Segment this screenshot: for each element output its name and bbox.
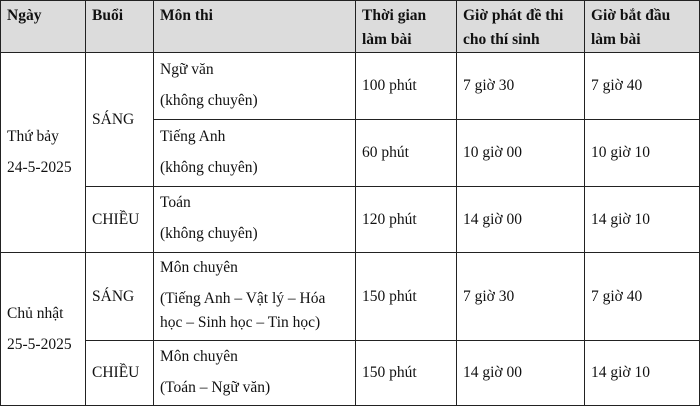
header-distribute-time: Giờ phát đề thi cho thí sinh (457, 1, 585, 53)
duration-cell: 120 phút (356, 187, 457, 253)
subject-cell (154, 341, 356, 406)
day-date: 24-5-2025 (7, 159, 72, 177)
duration-cell: 150 phút (356, 253, 457, 341)
subject-cell (154, 120, 356, 187)
day-name: Chủ nhật (7, 304, 64, 322)
session-cell: SÁNG (86, 253, 154, 341)
session-cell: SÁNG (86, 53, 154, 187)
subject-cell (154, 53, 356, 120)
header-day: Ngày (1, 1, 86, 53)
subject-name: Ngữ văn (160, 60, 214, 78)
distribute-time-cell: 7 giờ 30 (457, 253, 585, 341)
table-row (1, 341, 700, 406)
distribute-time-cell: 14 giờ 00 (457, 187, 585, 253)
header-row (1, 1, 700, 53)
start-time-cell: 7 giờ 40 (585, 53, 700, 120)
table-row (1, 187, 700, 253)
duration-cell: 150 phút (356, 341, 457, 406)
distribute-time-cell: 10 giờ 00 (457, 120, 585, 187)
table-row (1, 53, 700, 120)
subject-cell (154, 187, 356, 253)
session-cell: CHIỀU (86, 187, 154, 253)
subject-name: Tiếng Anh (160, 127, 226, 145)
start-time-cell: 14 giờ 10 (585, 187, 700, 253)
distribute-time-cell: 7 giờ 30 (457, 53, 585, 120)
header-session: Buổi (86, 1, 154, 53)
subject-note: (Tiếng Anh – Vật lý – Hóa học – Sinh học – Tin học) (160, 290, 326, 332)
header-duration: Thời gian làm bài (356, 1, 457, 53)
duration-cell: 100 phút (356, 53, 457, 120)
session-cell: CHIỀU (86, 341, 154, 406)
day-cell (1, 53, 86, 253)
subject-note: (không chuyên) (160, 225, 258, 243)
subject-note: (không chuyên) (160, 91, 258, 109)
subject-note: (Toán – Ngữ văn) (160, 378, 271, 396)
table-row (1, 253, 700, 341)
subject-note: (không chuyên) (160, 158, 258, 176)
day-date: 25-5-2025 (7, 335, 72, 353)
distribute-time-cell: 14 giờ 00 (457, 341, 585, 406)
header-start-time: Giờ bắt đầu làm bài (585, 1, 700, 53)
subject-cell (154, 253, 356, 341)
header-subject: Môn thi (154, 1, 356, 53)
day-name: Thứ bảy (7, 128, 59, 146)
subject-name: Toán (160, 194, 191, 212)
duration-cell: 60 phút (356, 120, 457, 187)
day-cell (1, 253, 86, 406)
subject-name: Môn chuyên (160, 259, 238, 276)
start-time-cell: 10 giờ 10 (585, 120, 700, 187)
subject-name: Môn chuyên (160, 347, 238, 365)
start-time-cell: 14 giờ 10 (585, 341, 700, 406)
start-time-cell: 7 giờ 40 (585, 253, 700, 341)
